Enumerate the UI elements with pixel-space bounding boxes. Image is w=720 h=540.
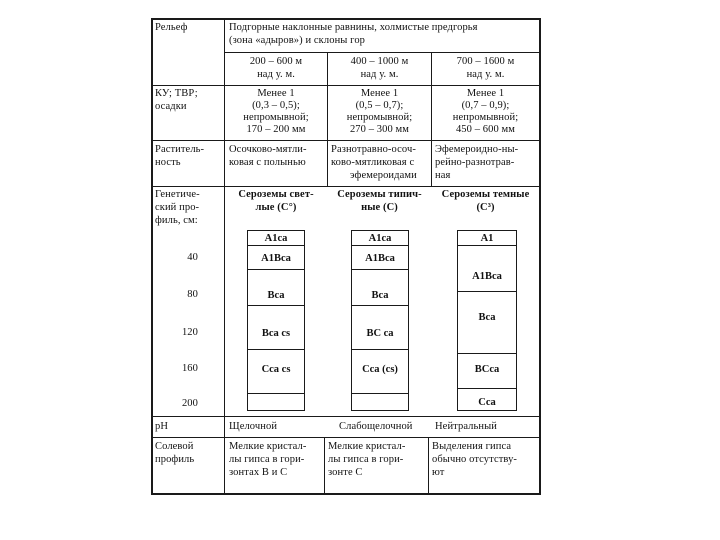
veg-col3-1: Эфемероидно-ны- xyxy=(435,144,519,155)
profile-label-2: ский про- xyxy=(155,202,200,213)
profile-header-col3-2: (С³) xyxy=(476,202,495,213)
border-right xyxy=(539,18,541,494)
horizon-label: A1Bca xyxy=(472,271,502,282)
horizon-line xyxy=(352,349,408,350)
profile-label-1: Генетиче- xyxy=(155,189,200,200)
col-divider-1b xyxy=(324,437,325,494)
ku-col2-3: непромывной; xyxy=(346,112,413,123)
horizon-line xyxy=(352,269,408,270)
ku-col3-4: 450 – 600 мм xyxy=(455,124,516,135)
ku-col1-2: (0,3 – 0,5); xyxy=(252,100,300,111)
horizon-label: Bca xyxy=(371,290,389,301)
veg-col1-1: Осочково-мятли- xyxy=(229,144,307,155)
border-left xyxy=(151,18,153,494)
row-sep-ku xyxy=(151,85,541,86)
height-col3-1: 700 – 1600 м xyxy=(456,56,515,67)
row-sep-profile xyxy=(151,186,541,187)
ku-col1-4: 170 – 200 мм xyxy=(246,124,306,135)
ku-col2-1: Менее 1 xyxy=(360,88,399,99)
height-col2-2: над у. м. xyxy=(360,69,399,80)
salt-col2-1: Мелкие кристал- xyxy=(328,441,406,452)
height-col3-2: над у. м. xyxy=(466,69,505,80)
salt-label-1: Солевой xyxy=(155,441,194,452)
horizon-line xyxy=(248,349,304,350)
row-sep-ph-top xyxy=(151,416,541,417)
horizon-line xyxy=(458,245,516,246)
horizon-line xyxy=(248,245,304,246)
ku-col2-2: (0,5 – 0,7); xyxy=(355,100,404,111)
veg-col2-1: Разнотравно-осоч- xyxy=(331,144,416,155)
profile-box-dark xyxy=(457,230,517,411)
ph-label: pH xyxy=(155,421,169,432)
relief-description-1: Подгорные наклонные равнины, холмистые предгорья xyxy=(229,22,478,33)
horizon-line xyxy=(248,393,304,394)
horizon-label: A1 xyxy=(480,233,494,244)
horizon-line xyxy=(458,353,516,354)
border-bottom xyxy=(151,493,541,495)
profile-header-col3-1: Сероземы темные xyxy=(441,189,530,200)
profile-header-col2-2: ные (С) xyxy=(361,202,398,213)
depth-40: 40 xyxy=(187,252,198,263)
horizon-label: A1ca xyxy=(368,233,392,244)
ph-col2: Слабощелочной xyxy=(339,421,413,432)
horizon-line xyxy=(248,269,304,270)
salt-col3-3: ют xyxy=(432,467,445,478)
salt-col2-2: лы гипса в гори- xyxy=(328,454,404,465)
veg-col1-2: ковая с полынью xyxy=(229,157,306,168)
height-col1-1: 200 – 600 м xyxy=(249,56,303,67)
veg-col2-3: эфемероидами xyxy=(350,170,417,181)
horizon-label: Bca cs xyxy=(261,328,291,339)
salt-col1-3: зонтах B и C xyxy=(229,467,288,478)
horizon-line xyxy=(352,393,408,394)
height-col1-2: над у. м. xyxy=(257,69,295,80)
veg-col3-2: рейно-разнотрав- xyxy=(435,157,515,168)
profile-label-3: филь, см: xyxy=(155,215,198,226)
profile-box-light xyxy=(247,230,305,411)
salt-col2-3: зонте C xyxy=(328,467,363,478)
veg-label-1: Раститель- xyxy=(155,144,205,155)
ku-label-2: осадки xyxy=(155,101,187,112)
depth-160: 160 xyxy=(181,363,198,374)
ku-col3-3: непромывной; xyxy=(452,112,519,123)
salt-col1-1: Мелкие кристал- xyxy=(229,441,307,452)
salt-label-2: профиль xyxy=(155,454,195,465)
col-divider-2b xyxy=(428,437,429,494)
horizon-line xyxy=(458,388,516,389)
horizon-label: Bca xyxy=(478,312,496,323)
ku-col3-2: (0,7 – 0,9); xyxy=(461,100,510,111)
relief-description-2: (зона «адыров») и склоны гор xyxy=(229,35,366,46)
horizon-line xyxy=(352,245,408,246)
row-sep-heights xyxy=(224,52,540,53)
horizon-label: A1Bca xyxy=(261,253,291,264)
salt-col3-2: обычно отсутству- xyxy=(432,454,518,465)
relief-label: Рельеф xyxy=(155,22,188,33)
ku-col1-1: Менее 1 xyxy=(257,88,295,99)
veg-col3-3: ная xyxy=(435,170,451,181)
profile-header-col1-2: лые (С°) xyxy=(255,202,297,213)
depth-120: 120 xyxy=(181,327,198,338)
ku-col1-3: непромывной; xyxy=(243,112,309,123)
horizon-line xyxy=(352,305,408,306)
row-sep-veg xyxy=(151,140,541,141)
row-sep-ph-bottom xyxy=(151,437,541,438)
profile-header-col2-1: Сероземы типич- xyxy=(337,189,422,200)
veg-col2-2: ково-мятликовая с xyxy=(331,157,415,168)
ph-col1: Щелочной xyxy=(229,421,278,432)
horizon-label: Cca cs xyxy=(261,364,291,375)
horizon-label: A1Bca xyxy=(365,253,395,264)
ku-col2-4: 270 – 300 мм xyxy=(349,124,410,135)
height-col2-1: 400 – 1000 м xyxy=(350,56,409,67)
horizon-label: BC ca xyxy=(366,328,394,339)
horizon-line xyxy=(458,291,516,292)
depth-80: 80 xyxy=(187,289,198,300)
horizon-label: Cca (cs) xyxy=(362,364,398,375)
border-top xyxy=(151,18,541,20)
salt-col1-2: лы гипса в гори- xyxy=(229,454,305,465)
depth-200: 200 xyxy=(181,398,198,409)
ku-label-1: КУ; ТВР; xyxy=(155,88,198,99)
horizon-label: A1ca xyxy=(264,233,288,244)
horizon-label: Cca xyxy=(478,397,496,408)
horizon-label: BCca xyxy=(474,364,500,375)
veg-label-2: ность xyxy=(155,157,181,168)
horizon-label: Bca xyxy=(267,290,285,301)
horizon-line xyxy=(248,305,304,306)
salt-col3-1: Выделения гипса xyxy=(432,441,512,452)
profile-header-col1-1: Сероземы свет- xyxy=(238,189,314,200)
ku-col3-1: Менее 1 xyxy=(466,88,505,99)
profile-box-typical xyxy=(351,230,409,411)
ph-col3: Нейтральный xyxy=(435,421,498,432)
